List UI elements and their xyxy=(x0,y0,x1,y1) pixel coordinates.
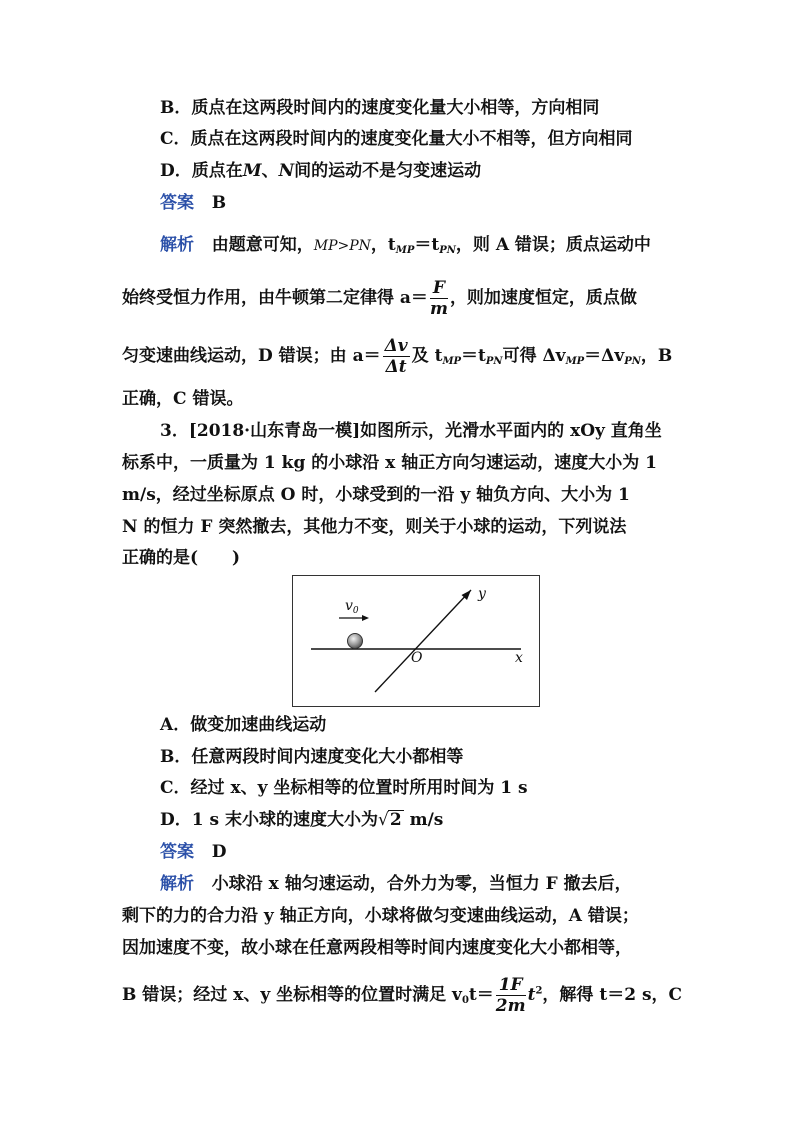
analysis-label: 解析 xyxy=(160,235,194,255)
q3-option-c: C．经过 x、y 坐标相等的位置时所用时间为 1 s xyxy=(160,778,528,798)
q3-option-b: B．任意两段时间内速度变化大小都相等 xyxy=(160,747,464,767)
q3-option-d: D．1 s 末小球的速度大小为√2 m/s xyxy=(160,810,444,830)
q3-analysis-line-3: 因加速度不变，故小球在任意两段相等时间内速度变化大小都相等， xyxy=(122,938,632,958)
question3-line-2: 标系中，一质量为 1 kg 的小球沿 x 轴正方向匀速运动，速度大小为 1 xyxy=(122,453,657,473)
option-d: D．质点在M、N间的运动不是匀变速运动 xyxy=(160,161,482,181)
velocity-arrowhead xyxy=(362,615,369,621)
q3-analysis-line-1: 解析 小球沿 x 轴匀速运动，合外力为零，当恒力 F 撤去后， xyxy=(160,874,632,894)
answer-label: 答案 xyxy=(160,193,194,213)
analysis-line-2: 始终受恒力作用，由牛顿第二定律得 a＝ $\frac{F}{m}$ ，则加速度恒定，质点做 xyxy=(122,278,637,319)
ball xyxy=(348,634,363,649)
figure-drawing xyxy=(293,576,539,706)
analysis-line-1: 解析 由题意可知，MP>PN，$t_{MP}=t_{PN}$，则 A 错误；质点运动中 xyxy=(160,235,651,256)
label-origin: O xyxy=(411,650,423,666)
option-b: B．质点在这两段时间内的速度变化量大小相等，方向相同 xyxy=(160,98,600,118)
q3-answer-value: D xyxy=(211,842,227,862)
analysis-line-3: 匀变速曲线运动，D 错误；由 a＝ $\frac{\Delta v}{\Delta t}$ 及 $t_{MP}=t_{PN}$可得 $\Delta v_{MP}=\Delta v_{PN}$，B xyxy=(122,336,673,377)
q3-analysis-line-4: B 错误；经过 x、y 坐标相等的位置时满足 $v_0t=$ $\frac{1F}{2m}$ $t^2$，解得 t＝2 s，C xyxy=(122,975,683,1016)
question3-line-1: 3．[2018·山东青岛一模]如图所示，光滑水平面内的 xOy 直角坐 xyxy=(160,421,662,441)
label-y: y xyxy=(478,586,486,602)
analysis-line-4: 正确，C 错误。 xyxy=(122,389,244,409)
answer-value: B xyxy=(211,193,227,213)
q3-option-a: A．做变加速曲线运动 xyxy=(160,715,327,735)
option-c: C．质点在这两段时间内的速度变化量大小不相等，但方向相同 xyxy=(160,129,633,149)
q3-answer-label: 答案 xyxy=(160,842,194,862)
q3-analysis-line-2: 剩下的力的合力沿 y 轴正方向，小球将做匀变速曲线运动，A 错误； xyxy=(122,906,639,926)
q3-analysis-label: 解析 xyxy=(160,874,194,894)
question3-line-3: m/s，经过坐标原点 O 时，小球受到的一沿 y 轴负方向、大小为 1 xyxy=(122,485,630,505)
question3-line-5: 正确的是( ) xyxy=(122,548,241,568)
q3-answer-line xyxy=(160,841,227,863)
question3-line-4: N 的恒力 F 突然撤去，其他力不变，则关于小球的运动，下列说法 xyxy=(122,517,627,537)
coordinate-figure xyxy=(292,575,540,707)
answer-line xyxy=(160,192,226,214)
label-x: x xyxy=(515,650,523,666)
label-v0: $v_0$ xyxy=(345,598,359,616)
y-axis xyxy=(375,590,471,692)
